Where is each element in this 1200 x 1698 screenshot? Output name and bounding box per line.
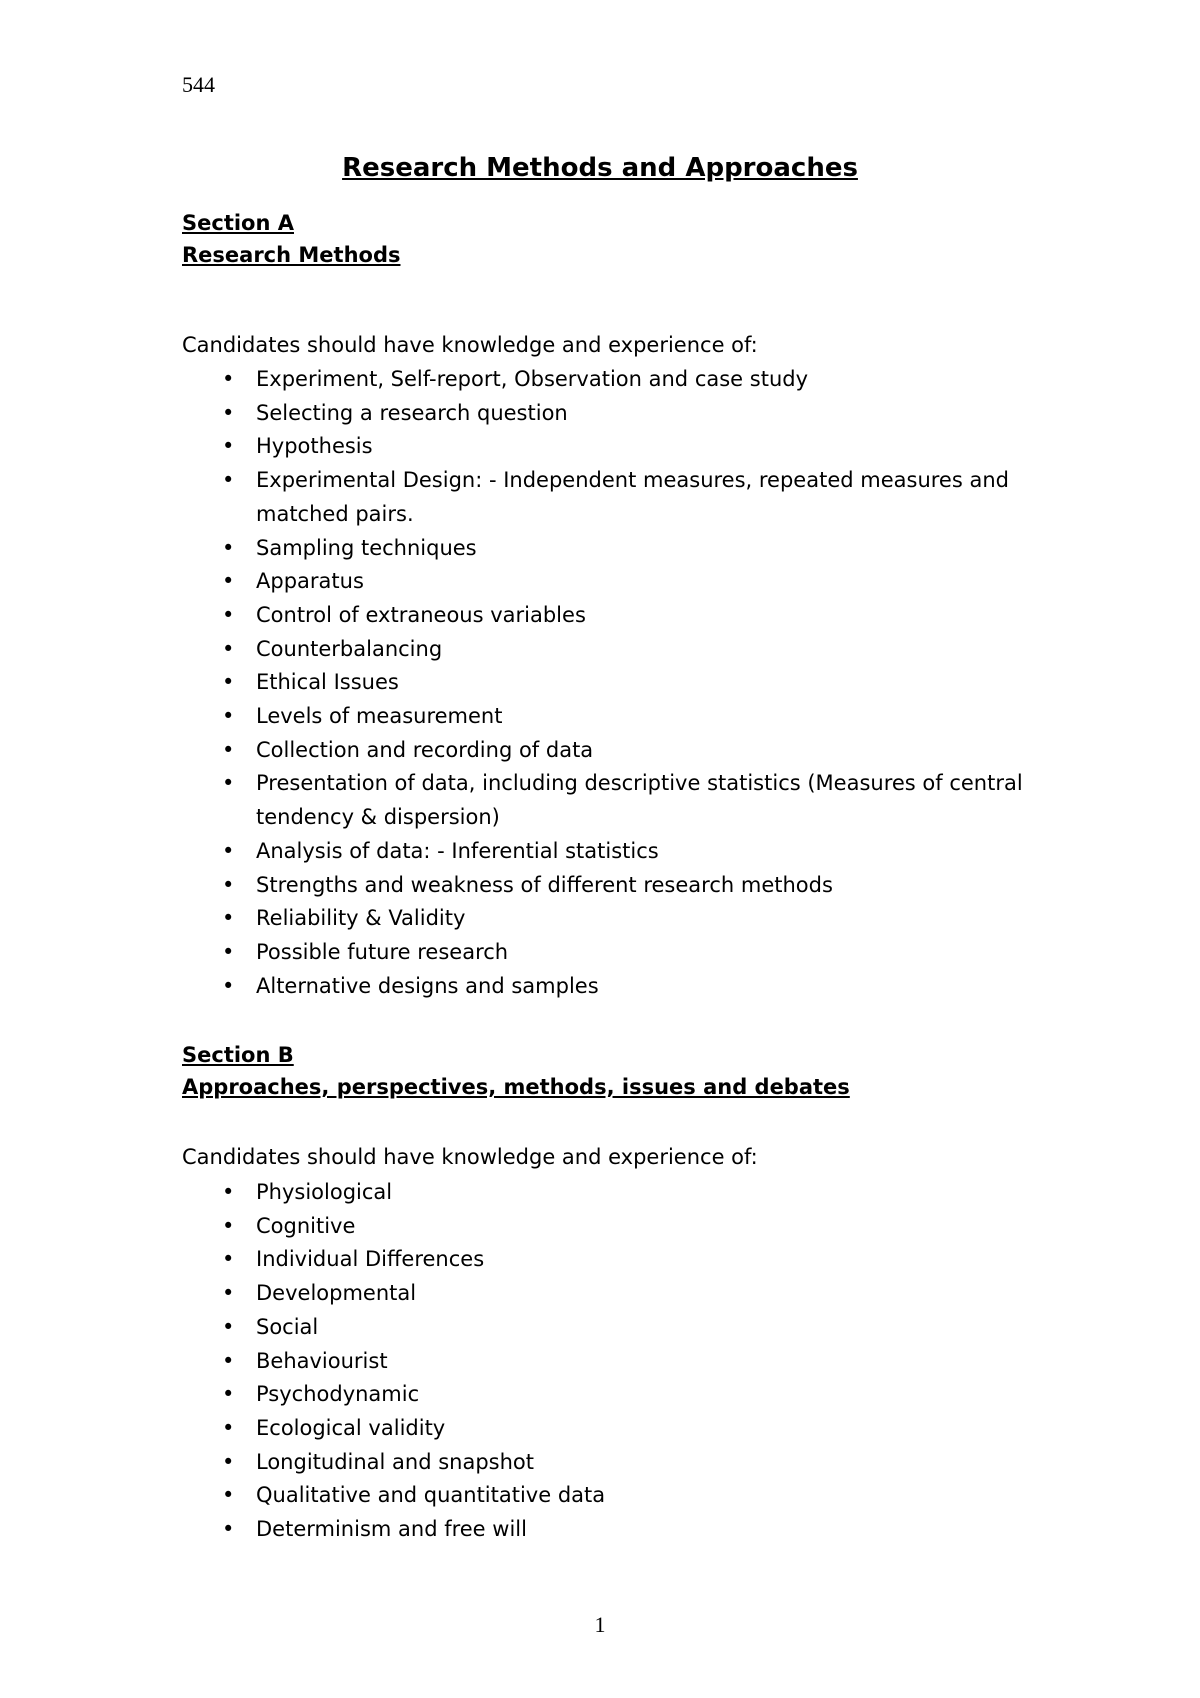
list-item [182,970,1042,1004]
bullet-icon: • [222,434,235,459]
bullet-icon: • [222,569,235,594]
list-item-text: Ecological validity [256,1415,446,1440]
list-item-text: Longitudinal and snapshot [256,1449,535,1474]
section-a-list [182,363,1042,1003]
list-item-text: Possible future research [256,939,509,964]
list-item-text: Cognitive [256,1213,356,1238]
list-item-text: Strengths and weakness of different research methods [256,872,833,897]
bullet-icon: • [222,704,235,729]
list-item-text: Social [256,1314,319,1339]
bullet-icon: • [222,939,235,964]
bullet-icon: • [222,1517,235,1542]
bullet-icon: • [222,1281,235,1306]
list-item [182,1378,1042,1412]
section-b-intro: Candidates should have knowledge and experience of: [182,1145,758,1169]
bullet-icon: • [222,400,235,425]
section-b-list [182,1176,1042,1547]
list-item [182,1210,1042,1244]
list-item [182,1345,1042,1379]
list-item-text: Presentation of data, including descriptive statistics (Measures of central tendency & dispersion) [256,771,1023,830]
bullet-icon: • [222,771,235,796]
section-a-heading: Research Methods [182,243,401,267]
list-item [182,1243,1042,1277]
list-item-text: Experimental Design: - Independent measures, repeated measures and matched pairs. [256,468,1009,526]
list-item [182,1446,1042,1480]
list-item [182,1277,1042,1311]
list-item [182,1479,1042,1513]
list-item-text: Counterbalancing [256,636,443,661]
section-b-label: Section B [182,1043,294,1067]
list-item-text: Sampling techniques [256,535,477,560]
bullet-icon: • [222,468,235,493]
list-item [182,1176,1042,1210]
section-b-heading: Approaches, perspectives, methods, issues and debates [182,1075,850,1099]
bullet-icon: • [222,1247,235,1272]
list-item [182,700,1042,734]
list-item-text: Developmental [256,1281,417,1306]
section-a-label: Section A [182,211,294,235]
bullet-icon: • [222,1382,235,1407]
list-item [182,565,1042,599]
list-item [182,1513,1042,1547]
list-item [182,532,1042,566]
list-item-text: Apparatus [256,569,364,594]
bullet-icon: • [222,1180,235,1204]
page-number-top: 544 [182,72,215,97]
bullet-icon: • [222,1415,235,1440]
list-item-text: Individual Differences [256,1247,485,1272]
bullet-icon: • [222,1348,235,1373]
list-item-text: Hypothesis [256,434,373,459]
bullet-icon: • [222,1449,235,1474]
list-item [182,936,1042,970]
list-item [182,1412,1042,1446]
list-item [182,363,1042,397]
list-item [182,734,1042,768]
bullet-icon: • [222,636,235,661]
bullet-icon: • [222,1314,235,1339]
list-item [182,835,1042,869]
list-item-text: Qualitative and quantitative data [256,1483,606,1508]
list-item [182,1311,1042,1345]
list-item-text: Collection and recording of data [256,737,594,762]
list-item [182,430,1042,464]
bullet-icon: • [222,535,235,560]
list-item [182,902,1042,936]
list-item [182,633,1042,667]
bullet-icon: • [222,872,235,897]
bullet-icon: • [222,1213,235,1238]
list-item-text: Analysis of data: - Inferential statistics [256,838,659,863]
bullet-icon: • [222,973,235,998]
list-item [182,397,1042,431]
section-a-intro: Candidates should have knowledge and experience of: [182,333,758,357]
list-item-text: Ethical Issues [256,670,399,695]
bullet-icon: • [222,670,235,695]
bullet-icon: • [222,737,235,762]
list-item-text: Psychodynamic [256,1382,420,1407]
list-item-text: Selecting a research question [256,400,568,425]
document-title: Research Methods and Approaches [342,153,858,183]
list-item [182,666,1042,700]
list-item-text: Experiment, Self-report, Observation and case study [256,367,809,391]
list-item-text: Reliability & Validity [256,906,466,931]
list-item-text: Alternative designs and samples [256,973,599,998]
list-item-text: Behaviourist [256,1348,388,1373]
list-item [182,464,1042,531]
page-number-bottom: 1 [594,1612,606,1637]
list-item-text: Physiological [256,1180,393,1204]
list-item-text: Control of extraneous variables [256,602,586,627]
bullet-icon: • [222,1483,235,1508]
list-item [182,869,1042,903]
bullet-icon: • [222,602,235,627]
list-item-text: Determinism and free will [256,1517,527,1542]
list-item-text: Levels of measurement [256,704,503,729]
list-item [182,599,1042,633]
list-item [182,767,1042,834]
bullet-icon: • [222,367,235,391]
bullet-icon: • [222,906,235,931]
bullet-icon: • [222,838,235,863]
